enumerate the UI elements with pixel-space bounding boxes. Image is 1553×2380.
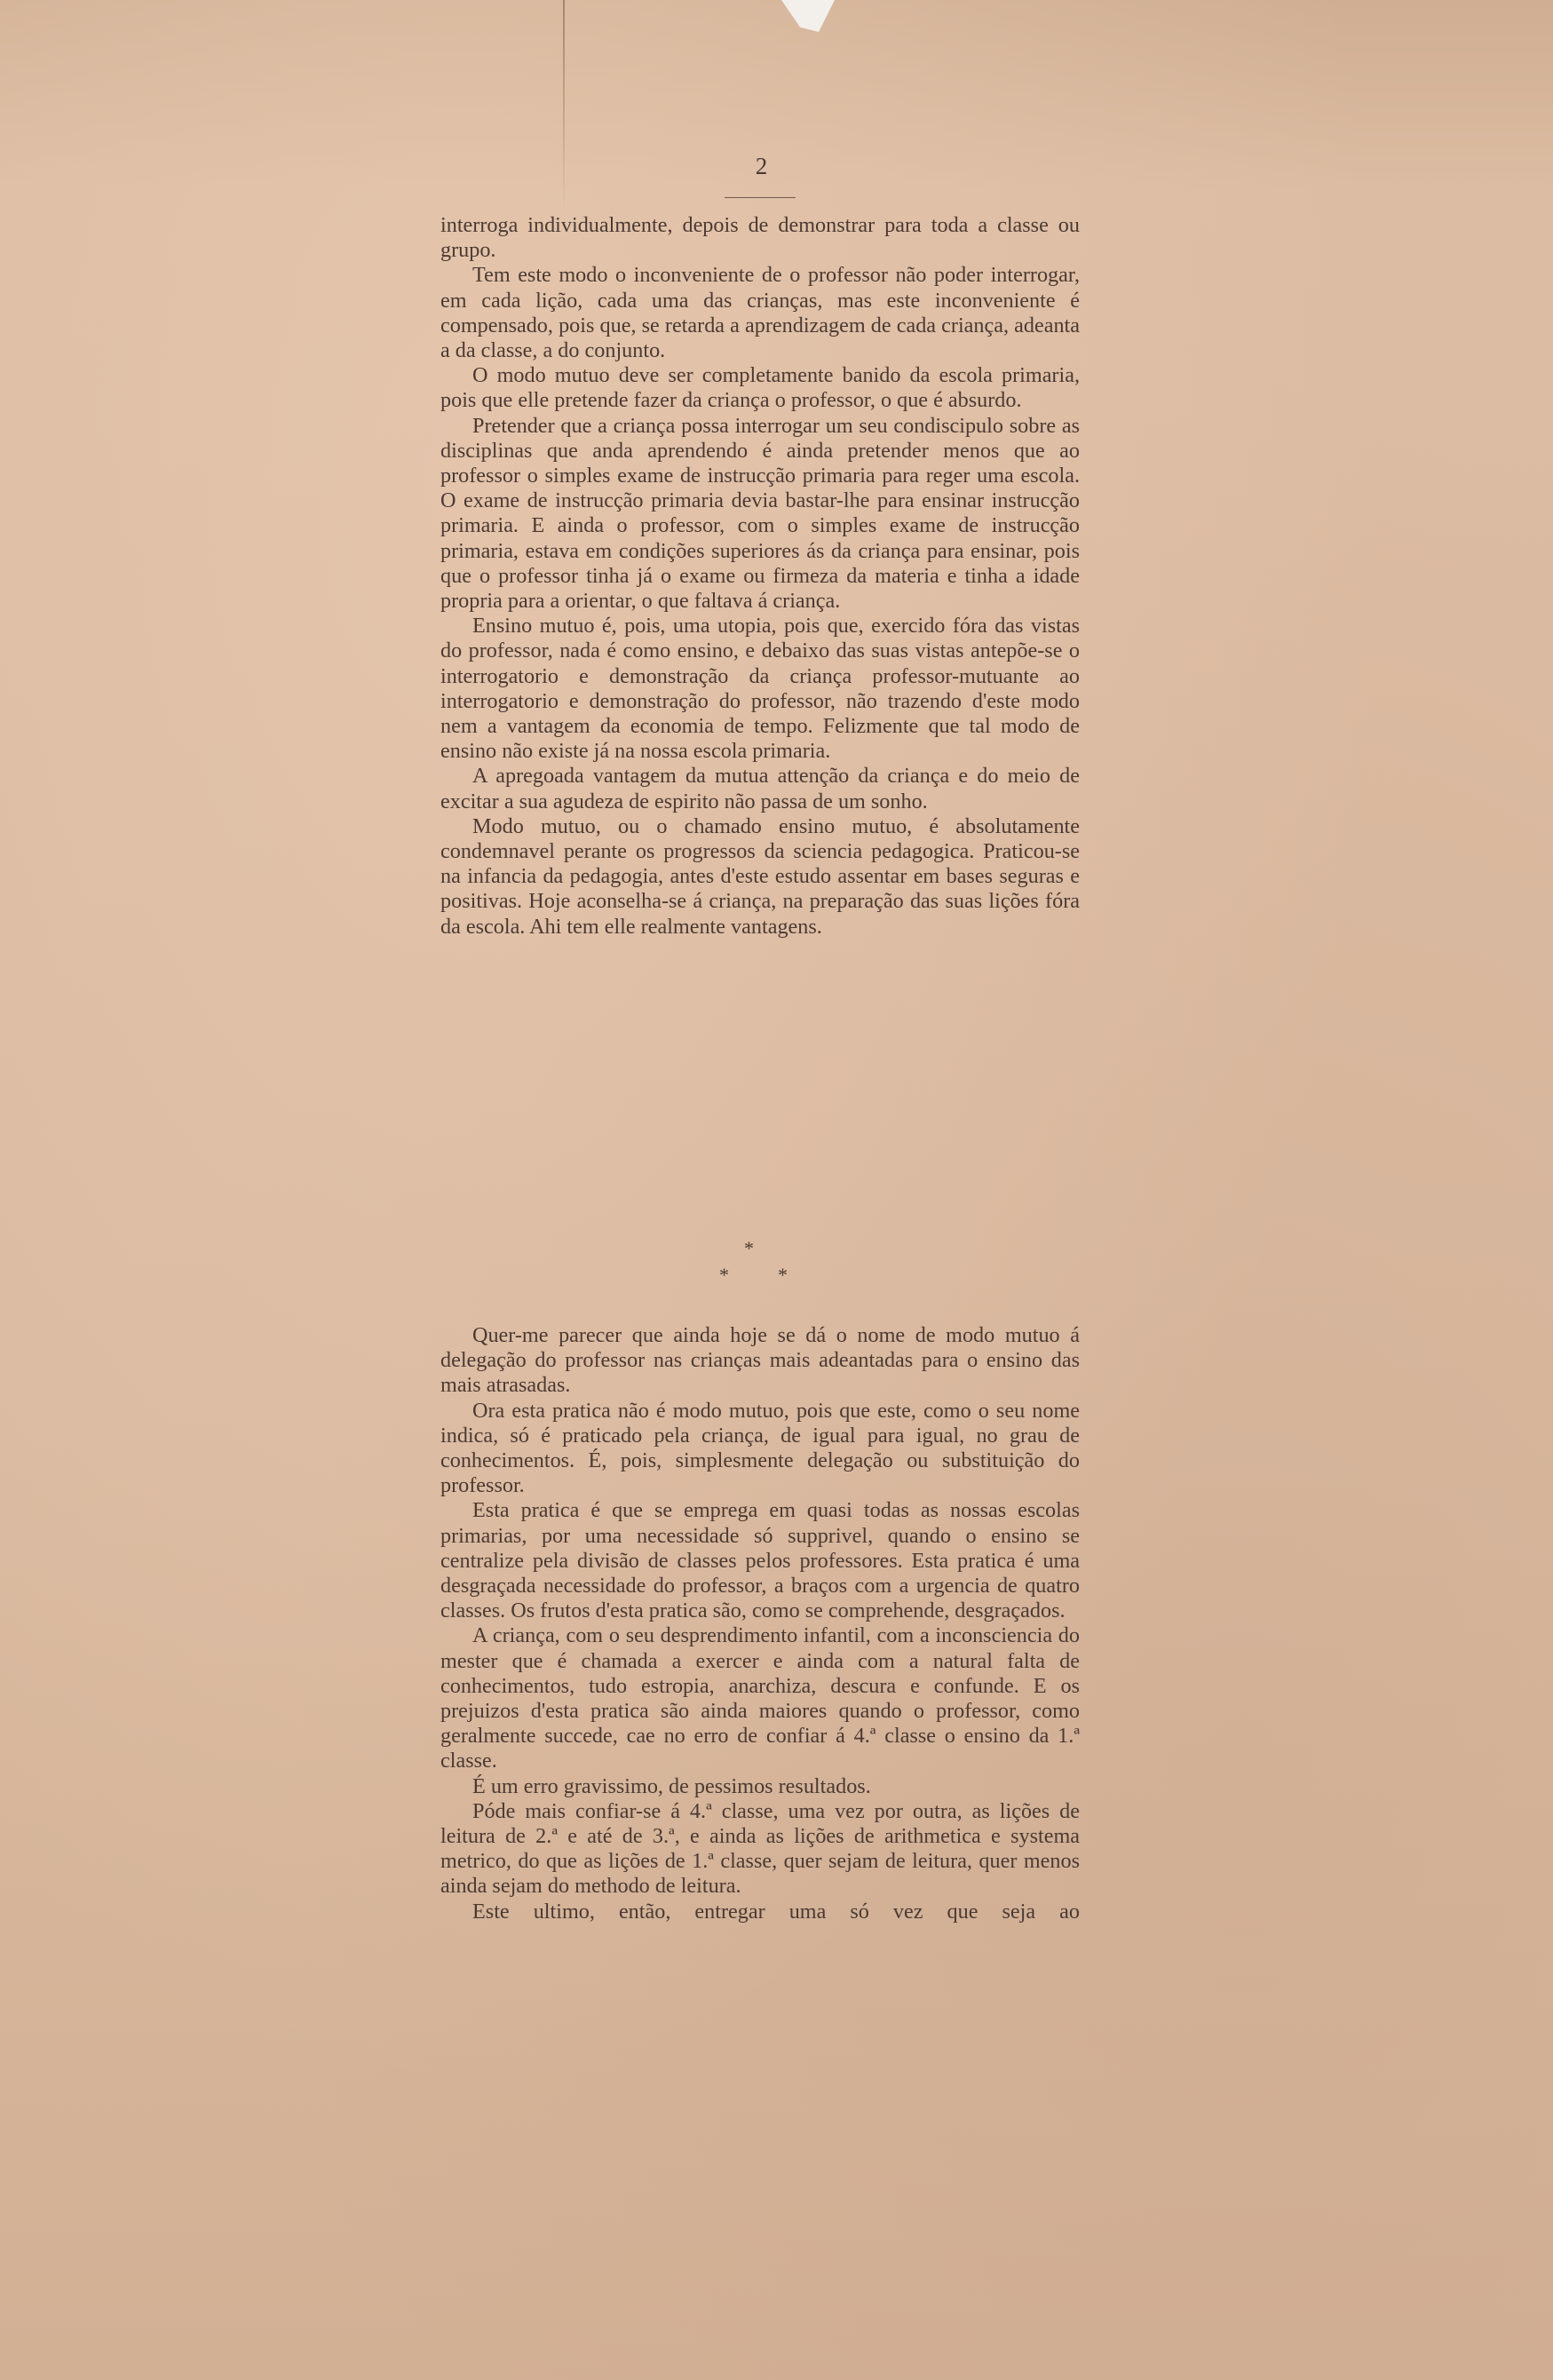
text-block-lower [440,1323,1080,1924]
paragraph: Modo mutuo, ou o chamado ensino mutuo, é absolutamente condemnavel perante os progressos da sciencia pedagogica. Praticou-se na infancia da pedagogia, antes d'este estudo assentar em bases seguras e positivas. Hoje aconselha-se á criança, na preparação das suas lições fóra da escola. Ahi tem elle realmente vantagens. [440,813,1080,939]
paragraph: Este ultimo, então, entregar uma só vez que seja ao [472,1899,1080,1924]
paragraph: Ora esta pratica não é modo mutuo, pois que este, como o seu nome indica, só é praticado pela criança, de igual para igual, no grau de conhecimentos. É, pois, simplesmente delegação ou substituição do professor. [440,1398,1080,1498]
paper-fold-crease [563,0,565,213]
separator-star: * [778,1264,788,1286]
paragraph: Tem este modo o inconveniente de o professor não poder interrogar, em cada lição, cada uma das crianças, mas este inconveniente é compensado, pois que, se retarda a aprendizagem de cada criança, adeanta a da classe, a do conjunto. [440,263,1080,363]
paragraph: Ensino mutuo é, pois, uma utopia, pois que, exercido fóra das vistas do professor, nada é como ensino, e debaixo das suas vistas antepõe-se o interrogatorio e demonstração da criança professor-mutuante ao interrogatorio e demonstração do professor, não trazendo d'este modo nem a vantagem da economia de tempo. Felizmente que tal modo de ensino não existe já na nossa escola primaria. [440,614,1080,764]
paragraph: Póde mais confiar-se á 4.ª classe, uma vez por outra, as lições de leitura de 2.ª e até de 3.ª, e ainda as lições de arithmetica e systema metrico, do que as lições de 1.ª classe, quer sejam de leitura, quer menos ainda sejam do methodo de leitura. [440,1798,1080,1899]
paragraph: A criança, com o seu desprendimento infantil, com a inconsciencia do mester que é chamada a exercer e ainda com a natural falta de conhecimentos, tudo estropia, anarchiza, descura e confunde. E os prejuizos d'esta pratica são ainda maiores quando o professor, como geralmente succede, cae no erro de confiar á 4.ª classe o ensino da 1.ª classe. [440,1623,1080,1773]
paragraph: Esta pratica é que se emprega em quasi todas as nossas escolas primarias, por uma necessidade só supprivel, quando o ensino se centralize pela divisão de classes pelos professores. Esta pratica é uma desgraçada necessidade do professor, a braços com a urgencia de quatro classes. Os frutos d'esta pratica são, como se comprehende, desgraçados. [440,1498,1080,1623]
separator-star: * [719,1264,729,1286]
section-separator [693,1239,817,1292]
paragraph: Quer-me parecer que ainda hoje se dá o nome de modo mutuo á delegação do professor nas crianças mais adeantadas para o ensino das mais atrasadas. [440,1323,1080,1398]
paragraph: É um erro gravissimo, de pessimos resultados. [472,1773,871,1798]
paragraph: O modo mutuo deve ser completamente banido da escola primaria, pois que elle pretende fazer da criança o professor, o que é absurdo. [440,363,1080,413]
text-block-upper [440,213,1080,940]
paragraph: Pretender que a criança possa interrogar um seu condiscipulo sobre as disciplinas que anda aprendendo é ainda pretender menos que ao professor o simples exame de instrucção primaria para reger uma escola. O exame de instrucção primaria devia bastar-lhe para ensinar instrucção primaria. E ainda o professor, com o simples exame de instrucção primaria, estava em condições superiores ás da criança para ensinar, pois que o professor tinha já o exame ou firmeza da materia e tinha a idade propria para a orientar, o que faltava á criança. [440,413,1080,614]
paragraph: interroga individualmente, depois de demonstrar para toda a classe ou grupo. [440,213,1080,263]
paragraph: A apregoada vantagem da mutua attenção da criança e do meio de excitar a sua agudeza de espirito não passa de um sonho. [440,764,1080,813]
paper-tear [781,0,835,32]
page-number: 2 [755,153,768,179]
page-number-rule [725,197,796,198]
separator-star: * [744,1237,754,1259]
